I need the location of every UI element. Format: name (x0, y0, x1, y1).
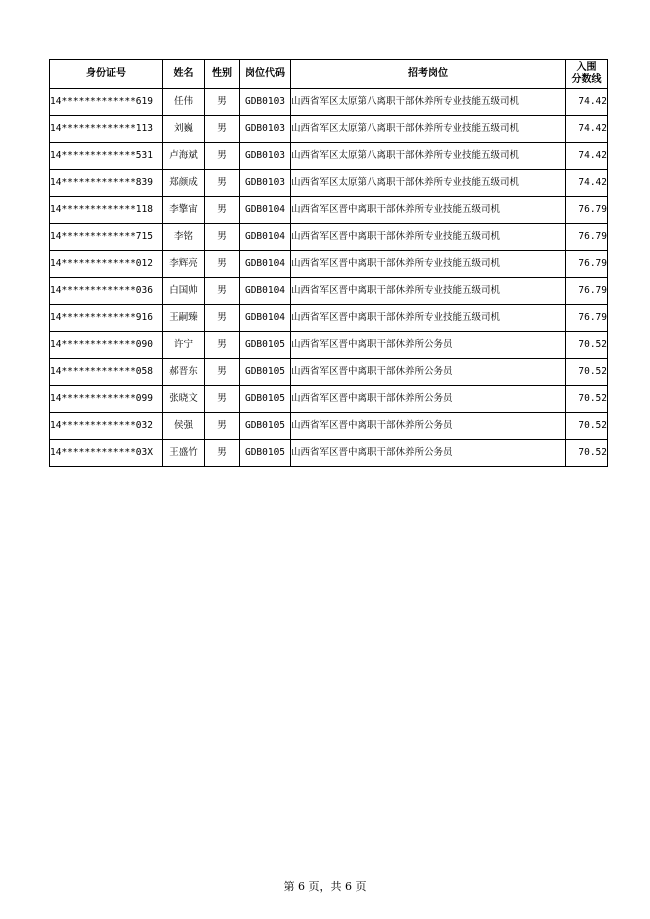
table-body (50, 89, 608, 467)
table-row (50, 278, 608, 305)
cell-code: GDB0103 (240, 170, 291, 197)
candidate-table (49, 59, 608, 467)
cell-code: GDB0104 (240, 305, 291, 332)
cell-code: GDB0104 (240, 224, 291, 251)
cell-gender: 男 (205, 116, 240, 143)
table-row (50, 359, 608, 386)
cell-gender: 男 (205, 143, 240, 170)
cell-gender: 男 (205, 359, 240, 386)
cell-position: 山西省军区晋中离职干部休养所专业技能五级司机 (291, 305, 566, 332)
cell-name: 白国帅 (163, 278, 205, 305)
cell-name: 李辉亮 (163, 251, 205, 278)
cell-score: 74.42 (566, 170, 608, 197)
cell-score: 76.79 (566, 278, 608, 305)
table-row (50, 197, 608, 224)
cell-position: 山西省军区太原第八离职干部休养所专业技能五级司机 (291, 89, 566, 116)
cell-name: 刘巍 (163, 116, 205, 143)
cell-position: 山西省军区晋中离职干部休养所公务员 (291, 332, 566, 359)
table-row (50, 413, 608, 440)
cell-score: 74.42 (566, 116, 608, 143)
cell-id: 14*************619 (50, 89, 163, 116)
cell-id: 14*************090 (50, 332, 163, 359)
cell-score: 74.42 (566, 89, 608, 116)
table-row (50, 305, 608, 332)
cell-position: 山西省军区太原第八离职干部休养所专业技能五级司机 (291, 170, 566, 197)
cell-name: 许宁 (163, 332, 205, 359)
cell-name: 王盛竹 (163, 440, 205, 467)
cell-gender: 男 (205, 89, 240, 116)
cell-position: 山西省军区晋中离职干部休养所公务员 (291, 359, 566, 386)
cell-score: 76.79 (566, 251, 608, 278)
cell-gender: 男 (205, 170, 240, 197)
table-row (50, 440, 608, 467)
cell-code: GDB0105 (240, 386, 291, 413)
cell-position: 山西省军区太原第八离职干部休养所专业技能五级司机 (291, 116, 566, 143)
cell-id: 14*************531 (50, 143, 163, 170)
cell-code: GDB0103 (240, 89, 291, 116)
cell-score: 70.52 (566, 440, 608, 467)
cell-code: GDB0105 (240, 440, 291, 467)
header-score-line2: 分数线 (571, 74, 602, 85)
cell-score: 70.52 (566, 359, 608, 386)
cell-name: 王嗣臻 (163, 305, 205, 332)
cell-code: GDB0104 (240, 278, 291, 305)
header-position: 招考岗位 (291, 60, 566, 89)
header-gender: 性别 (205, 60, 240, 89)
cell-code: GDB0104 (240, 251, 291, 278)
cell-name: 郑颜成 (163, 170, 205, 197)
cell-id: 14*************113 (50, 116, 163, 143)
page-footer: 第 6 页，共 6 页 (283, 880, 367, 893)
cell-gender: 男 (205, 224, 240, 251)
cell-score: 76.79 (566, 305, 608, 332)
cell-id: 14*************032 (50, 413, 163, 440)
table-row (50, 116, 608, 143)
cell-position: 山西省军区晋中离职干部休养所专业技能五级司机 (291, 278, 566, 305)
cell-gender: 男 (205, 413, 240, 440)
cell-score: 70.52 (566, 386, 608, 413)
cell-name: 郝晋东 (163, 359, 205, 386)
table-row (50, 224, 608, 251)
header-code: 岗位代码 (240, 60, 291, 89)
cell-position: 山西省军区晋中离职干部休养所公务员 (291, 440, 566, 467)
table-row (50, 386, 608, 413)
cell-name: 卢海斌 (163, 143, 205, 170)
cell-code: GDB0103 (240, 116, 291, 143)
header-name: 姓名 (163, 60, 205, 89)
table-row (50, 143, 608, 170)
cell-id: 14*************036 (50, 278, 163, 305)
cell-position: 山西省军区晋中离职干部休养所专业技能五级司机 (291, 197, 566, 224)
cell-id: 14*************839 (50, 170, 163, 197)
cell-code: GDB0103 (240, 143, 291, 170)
cell-position: 山西省军区太原第八离职干部休养所专业技能五级司机 (291, 143, 566, 170)
table-row (50, 89, 608, 116)
header-id: 身份证号 (50, 60, 163, 89)
cell-gender: 男 (205, 386, 240, 413)
cell-gender: 男 (205, 251, 240, 278)
cell-name: 任伟 (163, 89, 205, 116)
cell-gender: 男 (205, 332, 240, 359)
table-row (50, 332, 608, 359)
cell-id: 14*************118 (50, 197, 163, 224)
cell-position: 山西省军区晋中离职干部休养所公务员 (291, 386, 566, 413)
cell-name: 李擎宙 (163, 197, 205, 224)
cell-code: GDB0105 (240, 413, 291, 440)
cell-score: 76.79 (566, 224, 608, 251)
table-header-row (50, 60, 608, 89)
cell-id: 14*************916 (50, 305, 163, 332)
cell-position: 山西省军区晋中离职干部休养所公务员 (291, 413, 566, 440)
cell-id: 14*************058 (50, 359, 163, 386)
header-score (566, 60, 608, 89)
cell-position: 山西省军区晋中离职干部休养所专业技能五级司机 (291, 224, 566, 251)
cell-gender: 男 (205, 305, 240, 332)
cell-id: 14*************099 (50, 386, 163, 413)
cell-name: 李铭 (163, 224, 205, 251)
table-row (50, 170, 608, 197)
cell-score: 70.52 (566, 332, 608, 359)
cell-position: 山西省军区晋中离职干部休养所专业技能五级司机 (291, 251, 566, 278)
cell-id: 14*************012 (50, 251, 163, 278)
cell-gender: 男 (205, 278, 240, 305)
cell-score: 74.42 (566, 143, 608, 170)
cell-score: 76.79 (566, 197, 608, 224)
cell-code: GDB0105 (240, 332, 291, 359)
cell-name: 张晓文 (163, 386, 205, 413)
header-score-line1: 入围 (576, 62, 597, 73)
cell-id: 14*************03X (50, 440, 163, 467)
cell-gender: 男 (205, 440, 240, 467)
cell-name: 侯强 (163, 413, 205, 440)
cell-gender: 男 (205, 197, 240, 224)
cell-score: 70.52 (566, 413, 608, 440)
cell-code: GDB0105 (240, 359, 291, 386)
cell-code: GDB0104 (240, 197, 291, 224)
table-row (50, 251, 608, 278)
cell-id: 14*************715 (50, 224, 163, 251)
